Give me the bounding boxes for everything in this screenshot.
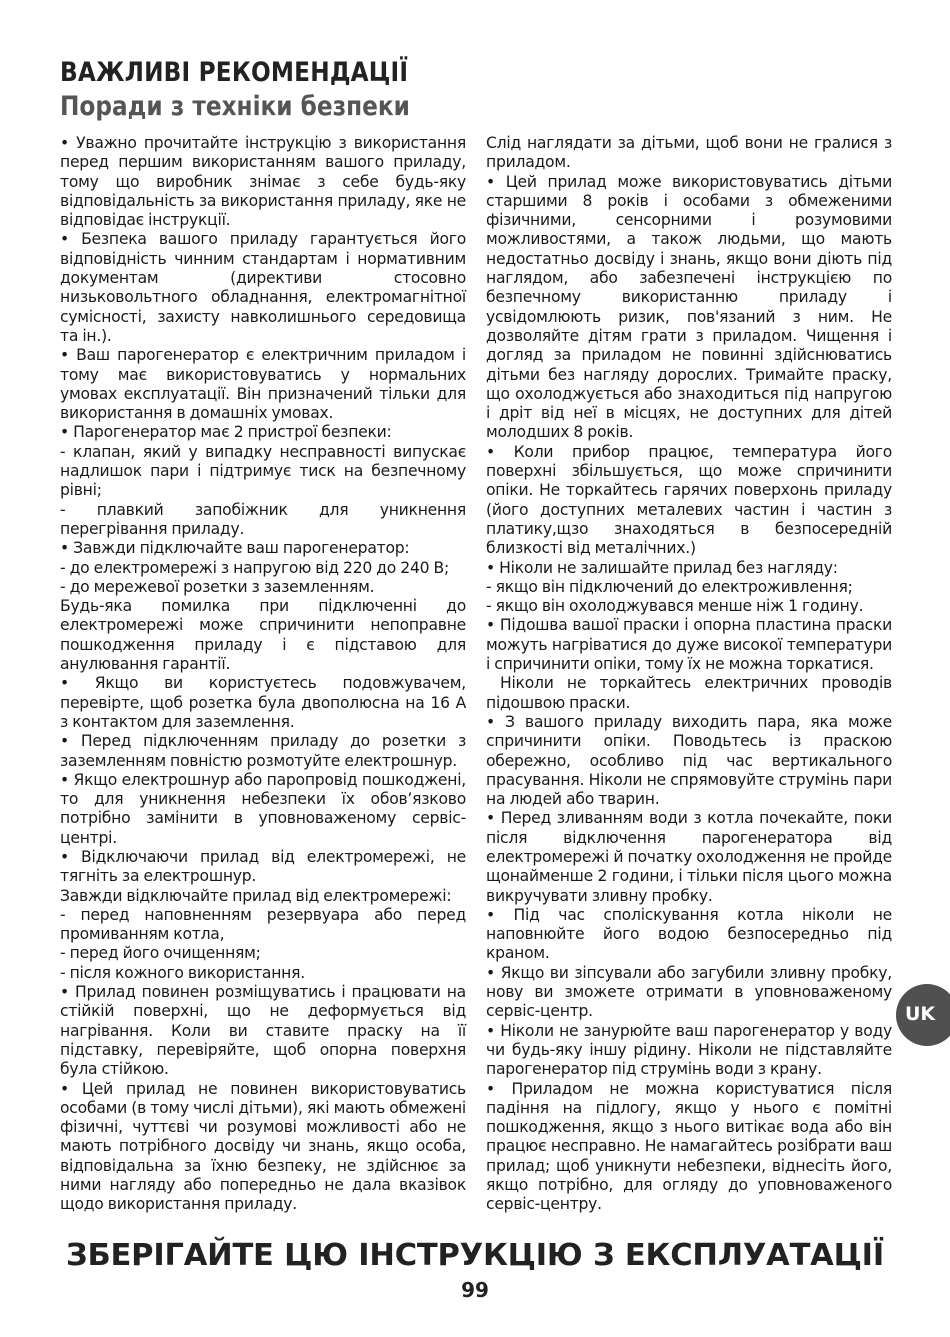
page-subtitle: Поради з техніки безпеки [60,91,410,122]
page-title: ВАЖЛИВІ РЕКОМЕНДАЦІЇ [60,57,409,88]
paragraph: • Відключаючи прилад від електромережі, не тягніть за електрошнур. [60,847,466,886]
paragraph: - якщо він охолоджувався менше ніж 1 годину. [486,597,864,616]
language-tab [896,984,950,1046]
paragraph: - до електромережі з напругою від 220 до 240 В; [60,558,449,577]
right-column [486,134,892,1215]
paragraph: • Цей прилад не повинен використовуватись особами (в тому числі дітьми), які мають обмежені фізичні, чуттєві чи розумові можливості або не мають потрібного досвіду чи знань, якщо особа, відповідальна за їхню безпеку, не здійснює за ними нагляду або попередньо не дала вказівок щодо використання приладу. [60,1079,466,1214]
paragraph: - якщо він підключений до електроживлення; [486,577,853,596]
paragraph: - після кожного використання. [60,963,305,982]
paragraph: • Завжди підключайте ваш парогенератор: [60,539,410,558]
paragraph: • Під час споліскування котла ніколи не наповнюйте його водою безпосередньо під краном. [486,905,892,963]
paragraph: • Приладом не можна користуватися після падіння на підлогу, якщо у нього є помітні пошкодження, якщо з нього витікає вода або він працює несправно. Не намагайтесь розібрати ваш прилад; щоб уникнути небезпеки, віднесіть його, якщо потрібно, для огляду до уповноваженого сервіс-центру. [486,1079,892,1214]
page-number: 99 [461,1278,489,1302]
paragraph: • Безпека вашого приладу гарантується його відповідність чинним стандартам і нормативним документам (директиви стосовно низьковольтного обладнання, електромагнітної сумісності, захисту навколишнього середовища та ін.). [60,230,466,345]
paragraph: - до мережевої розетки з заземленням. [60,577,375,596]
paragraph: • Перед підключенням приладу до розетки з заземленням повністю розмотуйте електрошнур. [60,732,466,770]
paragraph: • Якщо ви користуєтесь подовжувачем, перевірте, щоб розетка була двополюсна на 16 А з контактом для заземлення. [60,674,466,731]
language-tab-label: UK [905,1003,936,1025]
paragraph: - перед наповненням резервуара або перед промиванням котла, [60,905,466,944]
left-column [60,134,466,1215]
paragraph: • Ніколи не занурюйте ваш парогенератор у воду чи будь-яку іншу рідину. Ніколи не підставляйте парогенератор під струмінь води з крану. [486,1021,892,1079]
paragraph: Ніколи не торкайтесь електричних проводів підошвою праски. [486,674,892,712]
paragraph: - плавкий запобіжник для уникнення перегрівання приладу. [60,500,466,538]
paragraph: - перед його очищенням; [60,944,261,963]
footer-title: ЗБЕРІГАЙТЕ ЦЮ ІНСТРУКЦІЮ З ЕКСПЛУАТАЦІЇ [66,1238,884,1273]
paragraph: • З вашого приладу виходить пара, яка може спричинити опіки. Поводьтесь із праскою обережно, особливо під час вертикального прасування. Ніколи не спрямовуйте струмінь пари на людей або тварин. [486,712,892,809]
paragraph: • Прилад повинен розміщуватись і працювати на стійкій поверхні, що не деформується від нагрівання. Коли ви ставите праску на її підставку, перевіряйте, щоб опорна поверхня була стійкою. [60,983,466,1079]
page-heading [60,56,410,124]
paragraph: • Якщо ви зіпсували або загубили зливну пробку, нову ви зможете отримати в уповноваженому сервіс-центр. [486,963,892,1021]
paragraph: - клапан, який у випадку несправності випускає надлишок пари і підтримує тиск на безпечному рівні; [60,442,466,500]
paragraph: • Парогенератор має 2 пристрої безпеки: [60,423,392,442]
paragraph: Слід наглядати за дітьми, щоб вони не гралися з приладом. [486,134,892,172]
paragraph: • Уважно прочитайте інструкцію з використання перед першим використанням вашого приладу, тому що виробник знімає з себе будь-яку відповідальність за використання приладу, яке не відповідає інструкції. [60,134,466,230]
paragraph: • Цей прилад може використовуватись дітьми старшими 8 років і особами з обмеженими фізичними, сенсорними і розумовими можливостями, а також людьми, що мають недостатньо досвіду і знань, якщо вони діють під наглядом, або забезпечені інструкцією по безпечному використанню приладу і усвідомлюють ризик, пов'язаний з ним. Не дозволяйте дітям грати з приладом. Чищення і догляд за приладом не повинні здійснюватись дітьми без нагляду дорослих. Тримайте праску, що охолоджується або знаходиться під напругою і дріт від неї в місцях, не доступних для дітей молодших 8 років. [486,172,892,442]
paragraph: • Підошва вашої праски і опорна пластина праски можуть нагріватися до дуже високої температури і спричинити опіки, тому їх не можна торкатися. [486,616,892,674]
paragraph: • Перед зливанням води з котла почекайте, поки після відключення парогенератора від електромережі й початку охолодження не пройде щонайменше 2 години, і тільки після цього можна викручувати зливну пробку. [486,809,892,905]
paragraph: • Ваш парогенератор є електричним приладом і тому має використовуватись у нормальних умовах експлуатації. Він призначений тільки для використання в домашніх умовах. [60,346,466,423]
paragraph: • Якщо електрошнур або паропровід пошкоджені, то для уникнення небезпеки їх обов’язково потрібно замінити в уповноваженому сервіс-центрі. [60,770,466,847]
paragraph: Будь-яка помилка при підключенні до електромережі може спричинити непоправне пошкодження приладу і є підставою для анулювання гарантії. [60,597,466,674]
paragraph: • Ніколи не залишайте прилад без нагляду: [486,558,838,577]
paragraph: • Коли прибор працює, температура його поверхні збільшується, що може спричинити опіки. Не торкайтесь гарячих поверхонь приладу (його доступних металевих частин і частин з платику,щзо знаходяться в безпосередній близкості від металічних.) [486,442,892,558]
paragraph: Завжди відключайте прилад від електромережі: [60,886,452,905]
